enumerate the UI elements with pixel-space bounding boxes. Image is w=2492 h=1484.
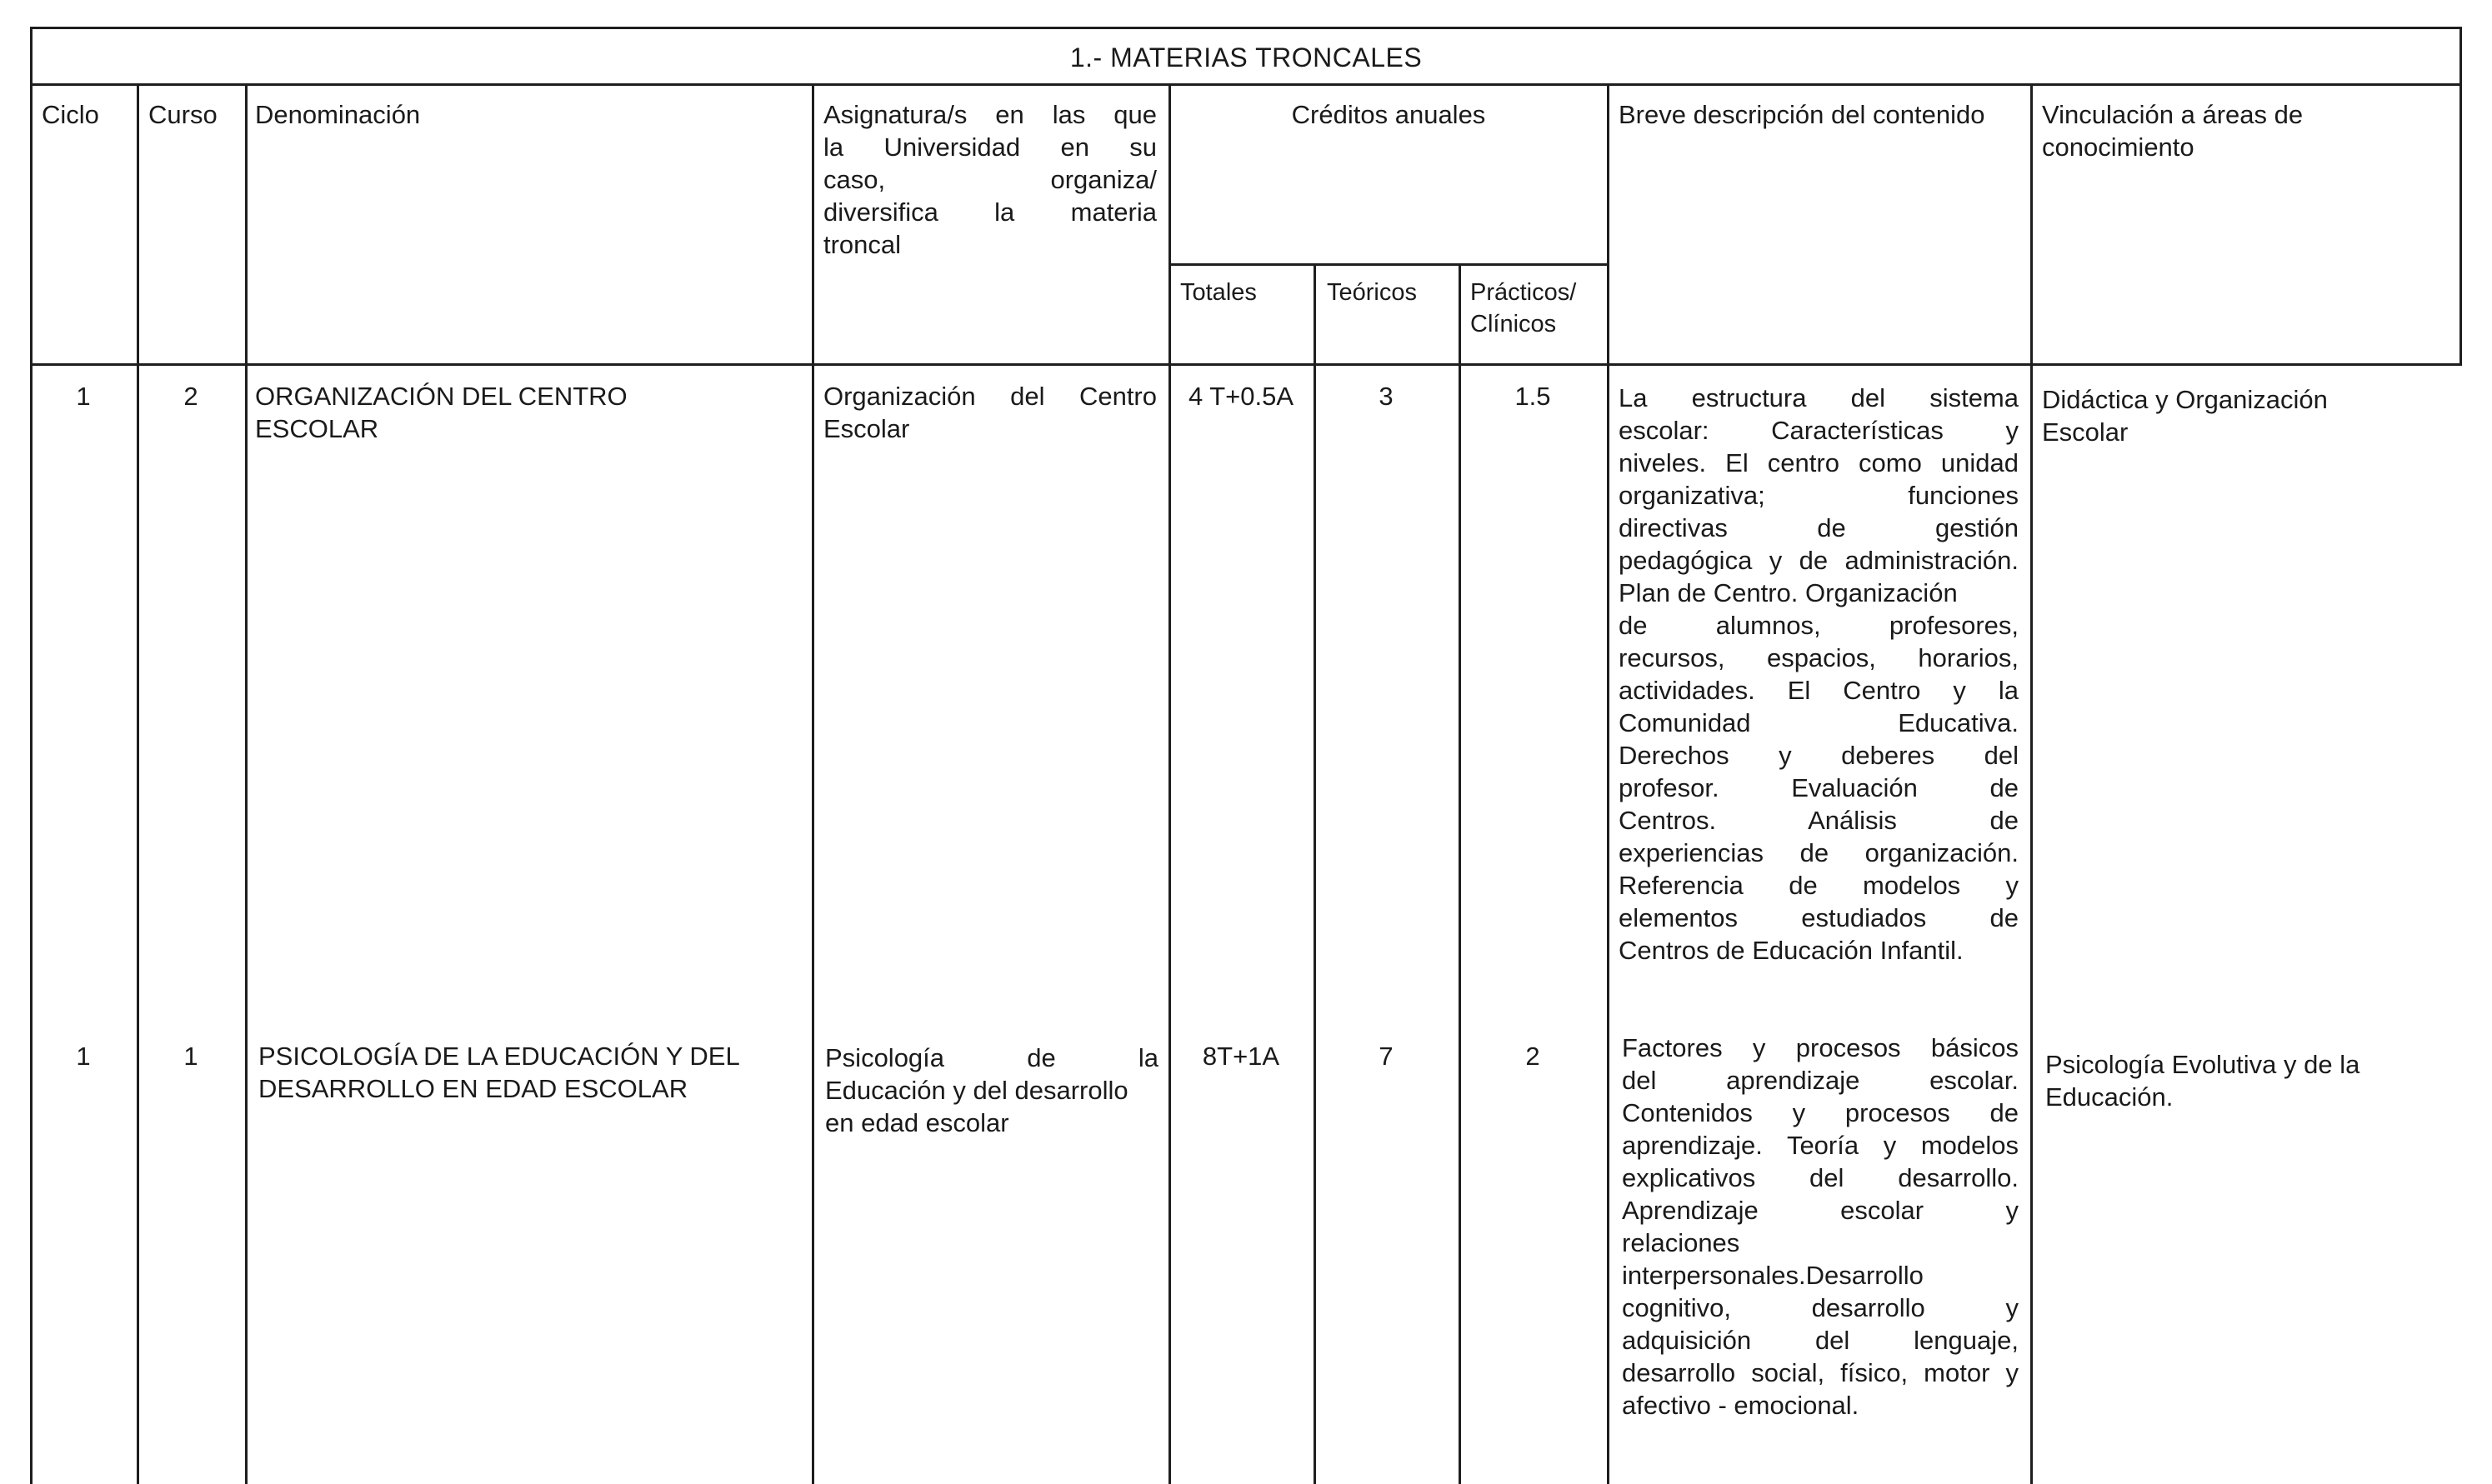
header-asignaturas [823, 98, 1157, 261]
row2-asignatura-line: Psicología de la [825, 1043, 1158, 1072]
table-left-border [30, 27, 33, 1484]
header-totales: Totales [1180, 279, 1257, 306]
row1-descripcion-line: Plan de Centro. Organización [1619, 578, 1958, 607]
row2-descripcion-line: cognitivo, desarrollo y [1622, 1293, 2019, 1322]
col-divider-vinculacion [2030, 83, 2033, 1484]
row2-descripcion-line: Contenidos y procesos de [1622, 1098, 2019, 1127]
row2-ciclo: 1 [76, 1042, 91, 1071]
header-creditos-anuales: Créditos anuales [1291, 100, 1486, 129]
row2-teoricos: 7 [1379, 1042, 1394, 1071]
table-title: 1.- MATERIAS TRONCALES [1069, 42, 1423, 72]
header-curso: Curso [148, 100, 218, 129]
header-asignaturas-line: diversifica la materia [823, 197, 1157, 227]
row1-vinculacion-line: Escolar [2042, 417, 2129, 447]
row1-descripcion-line: elementos estudiados de [1619, 903, 2019, 932]
row2-descripcion-line: del aprendizaje escolar. [1622, 1066, 2019, 1095]
header-ciclo: Ciclo [42, 100, 99, 129]
row1-descripcion-line: La estructura del sistema [1619, 383, 2019, 412]
row1-denominacion [255, 380, 805, 445]
table-right-border [2459, 27, 2462, 365]
row1-asignatura [823, 380, 1157, 445]
row1-descripcion-line: Referencia de modelos y [1619, 871, 2019, 900]
row1-descripcion-line: niveles. El centro como unidad [1619, 448, 2019, 477]
col-divider-denominacion [245, 83, 248, 1484]
header-asignaturas-line: la Universidad en su [823, 132, 1157, 162]
row2-curso: 1 [183, 1042, 198, 1071]
row1-asignatura-line: Escolar [823, 414, 910, 443]
header-asignaturas-line: troncal [823, 230, 902, 259]
header-bottom-border [30, 363, 2462, 366]
row2-vinculacion-line: Educación. [2045, 1082, 2174, 1112]
row1-descripcion-line: escolar: Características y [1619, 416, 2019, 445]
row2-vinculacion [2045, 1048, 2459, 1113]
header-vinculacion-line: Vinculación a áreas de [2042, 100, 2304, 129]
header-practicos [1470, 277, 1607, 340]
row1-practicos: 1.5 [1514, 382, 1551, 411]
row2-descripcion-line: afectivo - emocional. [1622, 1391, 1859, 1420]
row2-descripcion-line: Aprendizaje escolar y [1622, 1196, 2019, 1225]
col-divider-asignatura [812, 83, 814, 1484]
col-divider-creditos [1168, 83, 1171, 1484]
row1-totales: 4 T+0.5A [1188, 382, 1294, 411]
row1-descripcion-line: pedagógica y de administración. [1619, 546, 2019, 575]
row1-descripcion-line: Centros. Análisis de [1619, 806, 2019, 835]
row2-descripcion-line: explicativos del desarrollo. [1622, 1163, 2019, 1192]
row2-asignatura [825, 1042, 1158, 1139]
row1-descripcion-line: Derechos y deberes del [1619, 741, 2019, 770]
row1-descripcion-line: de alumnos, profesores, [1619, 611, 2019, 640]
row2-denominacion-line: DESARROLLO EN EDAD ESCOLAR [258, 1074, 688, 1103]
row2-descripcion [1622, 1032, 2019, 1422]
row1-teoricos: 3 [1379, 382, 1394, 411]
row2-descripcion-line: Factores y procesos básicos [1622, 1033, 2019, 1062]
row1-ciclo: 1 [76, 382, 91, 411]
row2-descripcion-line: aprendizaje. Teoría y modelos [1622, 1131, 2019, 1160]
header-practicos-line: Prácticos/ [1470, 279, 1577, 306]
header-asignaturas-line: Asignatura/s en las que [823, 100, 1157, 129]
row2-asignatura-line: en edad escolar [825, 1108, 1009, 1137]
row1-descripcion [1619, 382, 2019, 967]
row1-descripcion-line: directivas de gestión [1619, 513, 2019, 542]
row1-denominacion-line: ESCOLAR [255, 414, 379, 443]
row1-vinculacion [2042, 383, 2455, 448]
row1-descripcion-line: organizativa; funciones [1619, 481, 2019, 510]
col-divider-descripcion [1607, 83, 1609, 1484]
row1-descripcion-line: Centros de Educación Infantil. [1619, 936, 1964, 965]
header-teoricos: Teóricos [1327, 279, 1417, 306]
row1-descripcion-line: actividades. El Centro y la [1619, 676, 2019, 705]
row2-denominacion [258, 1040, 808, 1105]
title-row-border [30, 83, 2462, 86]
credits-subheader-border [1168, 263, 1609, 266]
row2-asignatura-line: Educación y del desarrollo [825, 1076, 1128, 1105]
row1-descripcion-line: Comunidad Educativa. [1619, 708, 2019, 737]
row2-totales: 8T+1A [1202, 1042, 1280, 1071]
row2-practicos: 2 [1525, 1042, 1540, 1071]
col-divider-teoricos [1314, 263, 1316, 1484]
row1-vinculacion-line: Didáctica y Organización [2042, 385, 2328, 414]
col-divider-practicos [1459, 263, 1461, 1484]
header-descripcion: Breve descripción del contenido [1619, 100, 1985, 129]
table-top-border [30, 27, 2462, 29]
header-denominacion: Denominación [255, 100, 421, 129]
row1-descripcion-line: experiencias de organización. [1619, 838, 2019, 867]
row1-asignatura-line: Organización del Centro [823, 382, 1157, 411]
col-divider-curso [137, 83, 139, 1484]
header-vinculacion [2042, 98, 2459, 163]
header-asignaturas-line: caso, organiza/ [823, 165, 1157, 194]
row1-descripcion-line: recursos, espacios, horarios, [1619, 643, 2019, 672]
document-page [30, 27, 2464, 1484]
header-practicos-line: Clínicos [1470, 311, 1557, 337]
row2-vinculacion-line: Psicología Evolutiva y de la [2045, 1050, 2360, 1079]
header-vinculacion-line: conocimiento [2042, 132, 2194, 162]
row1-curso: 2 [183, 382, 198, 411]
row1-denominacion-line: ORGANIZACIÓN DEL CENTRO [255, 382, 628, 411]
row2-denominacion-line: PSICOLOGÍA DE LA EDUCACIÓN Y DEL [258, 1042, 740, 1071]
row2-descripcion-line: relaciones [1622, 1228, 1740, 1257]
row2-descripcion-line: desarrollo social, físico, motor y [1622, 1358, 2019, 1387]
row2-descripcion-line: interpersonales.Desarrollo [1622, 1261, 1924, 1290]
row2-descripcion-line: adquisición del lenguaje, [1622, 1326, 2019, 1355]
row1-descripcion-line: profesor. Evaluación de [1619, 773, 2019, 802]
